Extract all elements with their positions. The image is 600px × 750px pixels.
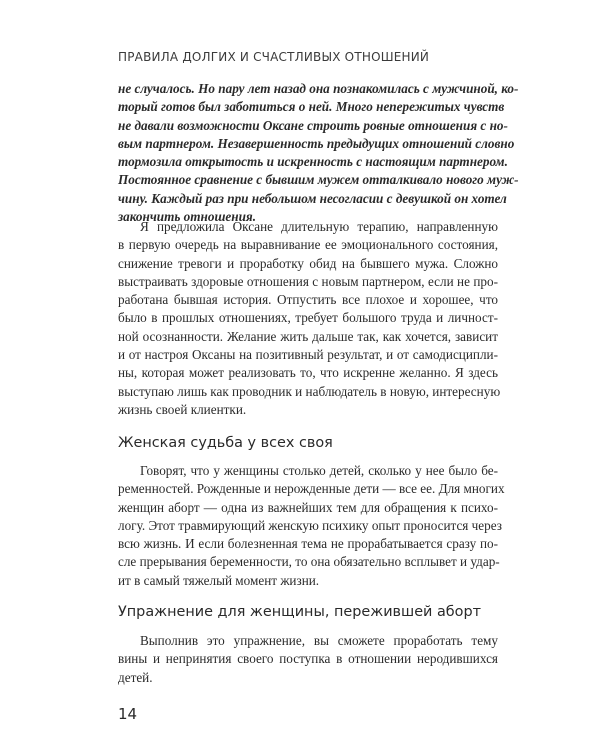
text-line: вины и непринятия своего поступка в отношении неродившихся bbox=[118, 651, 498, 667]
text-line: Выполнив это упражнение, вы сможете проработать тему bbox=[140, 633, 498, 648]
fate-paragraph bbox=[118, 462, 505, 590]
story-italic-paragraph bbox=[118, 80, 519, 226]
text-line: логу. Этот травмирующий женскую психику опыт проносится через bbox=[118, 517, 502, 533]
therapy-paragraph bbox=[118, 218, 501, 419]
text-line: детей. bbox=[118, 669, 153, 685]
text-line: и от настроя Оксаны на позитивный результат, и от самодисципли- bbox=[118, 347, 498, 363]
text-line: не давали возможности Оксане строить ровные отношения с но- bbox=[118, 117, 508, 133]
text-line: ны, которая может реализовать то, что искренне желанно. Я здесь bbox=[118, 365, 498, 381]
text-line: ной осознанности. Желание жить дальше так, как хочется, зависит bbox=[118, 328, 498, 344]
text-line: сле прерывания беременности, то она обязательно всплывет и удар- bbox=[118, 554, 500, 570]
text-line: не случалось. Но пару лет назад она познакомилась с мужчиной, ко- bbox=[118, 81, 519, 96]
section-heading-fate: Женская судьба у всех своя bbox=[118, 435, 333, 451]
text-line: чину. Каждый раз при небольшом несогласии с девушкой он хотел bbox=[118, 190, 507, 206]
text-line: снижение тревоги и проработку обид на бывшего мужа. Сложно bbox=[118, 255, 498, 271]
text-line: Я предложила Оксане длительную терапию, направленную bbox=[140, 219, 498, 234]
text-line: ременностей. Рожденные и нерожденные дети — все ее. Для многих bbox=[118, 481, 505, 497]
text-line: женщин аборт — одна из важнейших тем для обращения к психо- bbox=[118, 499, 498, 515]
text-line: выстраивать здоровые отношения с новым партнером, если не про- bbox=[118, 273, 498, 289]
running-header: ПРАВИЛА ДОЛГИХ И СЧАСТЛИВЫХ ОТНОШЕНИЙ bbox=[118, 50, 430, 64]
text-line: тормозила открытость и искренность с настоящим партнером. bbox=[118, 154, 508, 170]
text-line: Говорят, что у женщины столько детей, сколько у нее было бе- bbox=[140, 463, 498, 478]
text-line: работана бывшая история. Отпустить все плохое и хорошее, что bbox=[118, 292, 498, 308]
text-line: закончить отношения. bbox=[118, 209, 257, 225]
text-line: торый готов был заботиться о ней. Много непережитых чувств bbox=[118, 99, 505, 115]
text-line: вым партнером. Незавершенность предыдущих отношений словно bbox=[118, 135, 515, 151]
text-line: всю жизнь. И если болезненная тема не прорабатывается сразу по- bbox=[118, 536, 498, 552]
text-line: ит в самый тяжелый момент жизни. bbox=[118, 572, 320, 588]
section-heading-exercise: Упражнение для женщины, пережившей аборт bbox=[118, 604, 481, 620]
exercise-paragraph bbox=[118, 632, 498, 687]
text-line: в первую очередь на выравнивание ее эмоционального состояния, bbox=[118, 237, 498, 253]
text-line: было в прошлых отношениях, требует большого труда и личност- bbox=[118, 310, 498, 326]
text-line: жизнь своей клиентки. bbox=[118, 401, 247, 417]
text-line: Постоянное сравнение с бывшим мужем отталкивало нового муж- bbox=[118, 172, 519, 188]
page-number: 14 bbox=[118, 705, 138, 723]
text-line: выступаю лишь как проводник и наблюдатель в новую, интересную bbox=[118, 383, 501, 399]
